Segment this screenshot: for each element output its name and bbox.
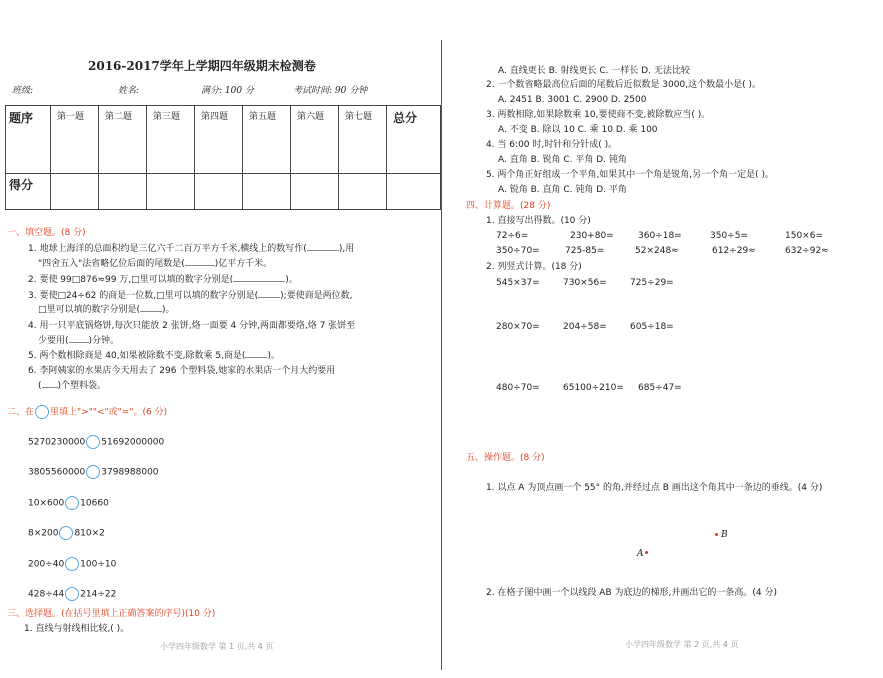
score-col-2 xyxy=(99,106,147,174)
s4-sub2: 2. 列竖式计算。(18 分) xyxy=(486,262,582,272)
s1-q1-text-c: "四舍五入"法省略亿位后面的尾数是( xyxy=(38,259,185,269)
point-a-marker xyxy=(645,551,648,554)
compare-5-right: 100÷10 xyxy=(80,559,117,570)
calc-1-4: 350÷5= xyxy=(710,231,748,241)
s1-q2-text-b: )。 xyxy=(285,275,298,285)
s1-q1-text-d: )亿平方千米。 xyxy=(214,259,273,269)
s1-q5-text-b: )。 xyxy=(267,351,280,361)
s3-q1: 1. 直线与射线相比较,( )。 xyxy=(24,624,130,634)
calc-2-1: 350÷70= xyxy=(496,246,540,256)
score-col-3-label: 第三题 xyxy=(153,112,181,122)
calc-2-4: 612÷29≈ xyxy=(712,246,756,256)
s1-q1-line1 xyxy=(28,244,354,255)
score-col-2-label: 第二题 xyxy=(105,112,133,122)
score-cell-4[interactable] xyxy=(195,174,243,210)
class-label: 班级: xyxy=(12,86,34,96)
s1-q2 xyxy=(28,275,298,286)
s3-q5-options: A. 锐角 B. 直角 C. 钝角 D. 平角 xyxy=(498,185,627,195)
vcalc-3-2: 65100÷210= xyxy=(563,383,624,393)
s5-q1: 1. 以点 A 为顶点画一个 55° 的角,并经过点 B 画出这个角其中一条边的垂线。(4 分) xyxy=(486,483,823,493)
calc-2-3: 52×248≈ xyxy=(635,246,679,256)
vcalc-2-2: 204÷58= xyxy=(563,322,607,332)
score-col-7 xyxy=(339,106,387,174)
point-b-label: B xyxy=(721,530,728,540)
section2-heading-a: 二、在 xyxy=(7,407,35,418)
score-cell-7[interactable] xyxy=(339,174,387,210)
compare-5-left: 200÷40 xyxy=(28,559,65,570)
vcalc-1-3: 725÷29= xyxy=(630,278,674,288)
s1-q5-text-a: 5. 两个数相除商是 40,如果被除数不变,除数乘 5,商是( xyxy=(28,351,246,361)
compare-3-circle[interactable] xyxy=(65,496,79,510)
compare-4-right: 810×2 xyxy=(74,528,105,539)
compare-item-6 xyxy=(28,587,116,601)
s3-q4: 4. 当 6:00 时,时针和分针成( )。 xyxy=(486,140,618,150)
s3-q3-options: A. 不变 B. 除以 10 C. 乘 10 D. 乘 100 xyxy=(498,125,658,135)
s1-q3-text-c: □里可以填的数字分别是( xyxy=(38,305,141,315)
score-col-5-label: 第五题 xyxy=(249,112,277,122)
score-col-7-label: 第七题 xyxy=(345,112,373,122)
section1-heading: 一、填空题。(8 分) xyxy=(7,228,86,238)
point-a-label: A xyxy=(637,549,644,559)
compare-item-5 xyxy=(28,557,116,571)
compare-5-circle[interactable] xyxy=(65,557,79,571)
s1-q4-line2 xyxy=(38,336,119,347)
s1-q4-blank[interactable] xyxy=(69,342,89,343)
score-col-1-label: 第一题 xyxy=(57,112,85,122)
compare-item-1 xyxy=(28,435,164,449)
s1-q3-blank-1[interactable] xyxy=(258,297,280,298)
s1-q1-blank-2[interactable] xyxy=(185,265,215,266)
score-col-4-label: 第四题 xyxy=(201,112,229,122)
s1-q1-line2 xyxy=(38,259,272,270)
compare-3-left: 10×600 xyxy=(28,498,65,509)
compare-6-circle[interactable] xyxy=(65,587,79,601)
s3-q1-options: A. 直线更长 B. 射线更长 C. 一样长 D. 无法比较 xyxy=(498,66,690,76)
score-col-6 xyxy=(291,106,339,174)
s1-q6-text-b: ( xyxy=(38,381,42,391)
s3-q2: 2. 一个数省略最高位后面的尾数后近似数是 3000,这个数最小是( )。 xyxy=(486,80,761,90)
section2-heading-b: 里填上">""<"或"="。(6 分) xyxy=(50,407,168,418)
s1-q2-blank[interactable] xyxy=(233,281,285,282)
s1-q1-blank-1[interactable] xyxy=(307,250,339,251)
s1-q5 xyxy=(28,351,280,362)
compare-item-4 xyxy=(28,526,105,540)
calc-2-2: 725-85= xyxy=(565,246,605,256)
s3-q5: 5. 两个角正好组成一个平角,如果其中一个角是锐角,另一个角一定是( )。 xyxy=(486,170,775,180)
score-col-4 xyxy=(195,106,243,174)
compare-4-circle[interactable] xyxy=(59,526,73,540)
s1-q4-text-c: )分钟。 xyxy=(88,336,120,346)
s1-q3-text-d: )。 xyxy=(162,305,175,315)
vcalc-1-2: 730×56= xyxy=(563,278,607,288)
footer-right: 小学四年级数学 第 2 页,共 4 页 xyxy=(625,640,739,649)
compare-1-left: 5270230000 xyxy=(28,437,86,448)
s3-q4-options: A. 直角 B. 锐角 C. 平角 D. 钝角 xyxy=(498,155,627,165)
footer-left: 小学四年级数学 第 1 页,共 4 页 xyxy=(160,642,274,651)
full-marks: 满分: 100 分 xyxy=(201,86,254,96)
compare-item-3 xyxy=(28,496,109,510)
score-cell-total[interactable] xyxy=(387,174,441,210)
page-title: 2016-2017学年上学期四年级期末检测卷 xyxy=(88,59,316,73)
s1-q2-text-a: 2. 要使 99□876≈99 万,□里可以填的数字分别是( xyxy=(28,275,234,285)
score-col-1 xyxy=(51,106,99,174)
score-cell-6[interactable] xyxy=(291,174,339,210)
s1-q6-text-c: )个塑料袋。 xyxy=(57,381,107,391)
score-col-6-label: 第六题 xyxy=(297,112,325,122)
s3-q3: 3. 两数相除,如果除数乘 10,要使商不变,被除数应当( )。 xyxy=(486,110,711,120)
calc-2-5: 632÷92≈ xyxy=(785,246,829,256)
circle-icon xyxy=(35,405,49,419)
score-cell-2[interactable] xyxy=(99,174,147,210)
compare-2-left: 3805560000 xyxy=(28,467,86,478)
vcalc-1-1: 545×37= xyxy=(496,278,540,288)
score-cell-3[interactable] xyxy=(147,174,195,210)
s1-q1-text-b: ),用 xyxy=(338,244,355,254)
section4-heading: 四、计算题。(28 分) xyxy=(466,201,551,211)
s1-q3-line1 xyxy=(28,291,353,302)
calc-1-1: 72÷6= xyxy=(496,231,529,241)
calc-1-3: 360÷18= xyxy=(638,231,682,241)
s1-q6-line1: 6. 李阿姨家的水果店今天用去了 296 个塑料袋,她家的水果店一个月大约要用 xyxy=(28,366,336,376)
score-col-3 xyxy=(147,106,195,174)
compare-2-right: 3798988000 xyxy=(101,467,159,478)
s1-q3-text-b: );要使商是两位数, xyxy=(280,291,353,301)
calc-1-2: 230+80= xyxy=(570,231,614,241)
compare-3-right: 10660 xyxy=(80,498,109,509)
score-cell-1[interactable] xyxy=(51,174,99,210)
compare-6-right: 214÷22 xyxy=(80,589,117,600)
section5-heading: 五、操作题。(8 分) xyxy=(466,453,545,463)
point-b-marker xyxy=(715,533,718,536)
s1-q3-blank-2[interactable] xyxy=(140,311,162,312)
calc-1-5: 150×6= xyxy=(785,231,823,241)
s1-q3-text-a: 3. 要使□24÷62 的商是一位数,□里可以填的数字分别是( xyxy=(28,291,259,301)
vcalc-3-3: 685÷47= xyxy=(638,383,682,393)
score-table xyxy=(5,105,441,210)
vcalc-2-1: 280×70= xyxy=(496,322,540,332)
score-total: 总分 xyxy=(387,106,441,174)
score-row2-head: 得分 xyxy=(6,174,51,210)
compare-1-circle[interactable] xyxy=(86,435,100,449)
s5-q2: 2. 在格子图中画一个以线段 AB 为底边的梯形,并画出它的一条高。(4 分) xyxy=(486,588,777,598)
vcalc-2-3: 605÷18= xyxy=(630,322,674,332)
vcalc-3-1: 480÷70= xyxy=(496,383,540,393)
compare-2-circle[interactable] xyxy=(86,465,100,479)
s1-q5-blank[interactable] xyxy=(245,357,267,358)
s1-q1-text-a: 1. 地球上海洋的总面积约是三亿六千二百万平方千米,横线上的数写作( xyxy=(28,244,307,254)
s1-q4-text-b: 少要用( xyxy=(38,336,69,346)
page-divider xyxy=(441,40,442,670)
score-cell-5[interactable] xyxy=(243,174,291,210)
s3-q2-options: A. 2451 B. 3001 C. 2900 D. 2500 xyxy=(498,95,647,105)
s1-q6-line2 xyxy=(38,381,106,392)
compare-4-left: 8×200 xyxy=(28,528,59,539)
section2-heading xyxy=(7,405,167,419)
s4-sub1: 1. 直接写出得数。(10 分) xyxy=(486,216,591,226)
s1-q3-line2 xyxy=(38,305,175,316)
compare-1-right: 51692000000 xyxy=(101,437,165,448)
s1-q4-line1: 4. 用一只平底锅烙饼,每次只能放 2 张饼,烙一面要 4 分钟,两面都要烙,烙 7 张饼至 xyxy=(28,321,356,331)
compare-item-2 xyxy=(28,465,159,479)
score-row-head: 题序 xyxy=(6,106,51,174)
name-label: 姓名: xyxy=(118,86,140,96)
section3-heading: 三、选择题。(在括号里填上正确答案的序号)(10 分) xyxy=(7,609,216,619)
exam-time: 考试时间: 90 分钟 xyxy=(293,86,368,96)
score-col-5 xyxy=(243,106,291,174)
compare-6-left: 428÷44 xyxy=(28,589,65,600)
s1-q6-blank[interactable] xyxy=(42,387,58,388)
